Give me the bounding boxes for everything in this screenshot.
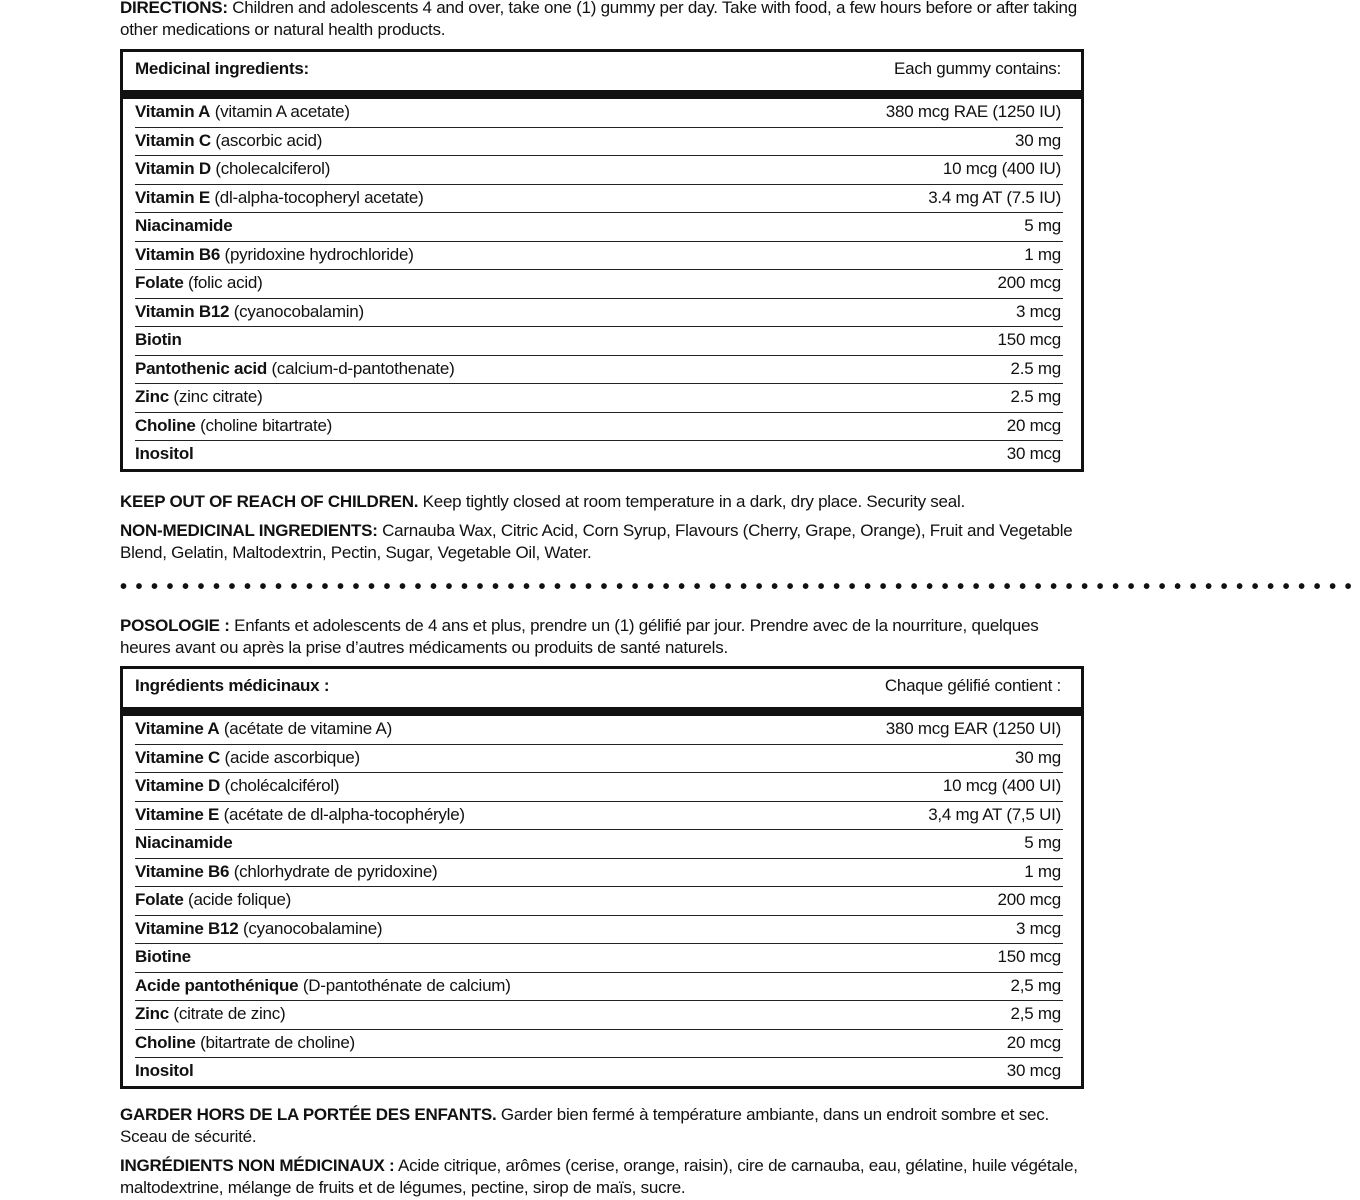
table-row	[135, 356, 1063, 385]
ingredient-amount: 10 mcg (400 IU)	[942, 159, 1061, 178]
ingredient-amount: 1 mg	[1024, 861, 1061, 881]
ingredient-name	[135, 330, 182, 350]
warning-paragraph	[120, 491, 1090, 513]
ingredient-amount: 150 mcg	[997, 330, 1061, 349]
ingredient-source: (cholécalciférol)	[220, 776, 340, 795]
ingredient-title: Biotin	[135, 330, 182, 349]
ingredient-title: Vitamin A	[135, 102, 211, 121]
ingredient-name	[135, 976, 511, 996]
ingredient-title: Vitamine B6	[135, 861, 230, 881]
table-row	[135, 1030, 1063, 1059]
table-rows-fr	[135, 716, 1063, 1086]
garder-text: Garder bien fermé à température ambiante, dans un endroit sombre et sec. Sceau de sécurité.	[120, 1105, 1049, 1146]
table-row	[135, 384, 1063, 413]
table-row	[135, 802, 1063, 831]
ingredient-source: (bitartrate de choline)	[195, 1032, 355, 1052]
ingredient-source: (dl-alpha-tocopheryl acetate)	[209, 187, 424, 207]
ingredient-source: (vitamin A acetate)	[210, 102, 350, 121]
table-row	[135, 745, 1063, 774]
table-row	[135, 1001, 1063, 1030]
table-row	[135, 327, 1063, 356]
ingredient-amount: 200 mcg	[997, 273, 1061, 292]
ingredient-name	[135, 805, 465, 825]
ingredient-name	[135, 947, 191, 967]
ingredient-amount: 380 mcg RAE (1250 IU)	[885, 102, 1061, 121]
table-row	[135, 887, 1063, 916]
ingredient-amount: 2,5 mg	[1010, 1004, 1061, 1023]
ingredient-amount: 30 mcg	[1006, 1061, 1061, 1080]
ingredient-amount: 3 mcg	[1015, 301, 1061, 321]
table-row	[135, 128, 1063, 157]
table-row	[135, 299, 1063, 328]
ingredient-title: Vitamin E	[135, 187, 210, 207]
garder-paragraph	[120, 1104, 1090, 1148]
ingredient-source: (cholecalciferol)	[210, 159, 331, 178]
ingredient-title: Vitamine E	[135, 804, 220, 824]
directions-text: Children and adolescents 4 and over, take one (1) gummy per day. Take with food, a few hours before or after taking other medications or natural health products.	[120, 0, 1077, 39]
ingredient-name	[135, 159, 330, 179]
table-row	[135, 99, 1063, 128]
ingredient-source: (ascorbic acid)	[210, 130, 323, 150]
ingredient-name	[135, 833, 232, 853]
ingredient-source: (zinc citrate)	[168, 387, 263, 406]
ingredient-title: Niacinamide	[135, 833, 233, 852]
ingredient-title: Vitamin B12	[135, 301, 230, 321]
ingredient-name	[135, 273, 263, 293]
ingredient-amount: 30 mg	[1015, 747, 1061, 767]
table-row	[135, 773, 1063, 802]
ingredient-name	[135, 919, 382, 939]
ingredient-title: Vitamine B12	[135, 918, 239, 938]
table-row	[135, 413, 1063, 442]
ingredient-title: Choline	[135, 415, 196, 435]
ingredient-amount: 3,4 mg AT (7,5 UI)	[928, 804, 1061, 824]
table-row	[135, 441, 1063, 469]
warning-text: Keep tightly closed at room temperature in a dark, dry place. Security seal.	[418, 492, 965, 511]
ingredient-amount: 10 mcg (400 UI)	[942, 776, 1061, 795]
ingredient-title: Inositol	[135, 444, 194, 463]
ingredient-amount: 30 mg	[1015, 130, 1061, 150]
table-header-left-fr: Ingrédients médicinaux :	[135, 676, 330, 695]
ingredient-title: Vitamin D	[135, 159, 211, 178]
ingredient-name	[135, 1004, 285, 1024]
table-row	[135, 156, 1063, 185]
table-header-right-fr: Chaque gélifié contient :	[884, 676, 1061, 695]
table-header	[123, 52, 1081, 99]
dotted-separator: ••••••••••••••••••••••••••••••••••••••••••••••••••••••••••••••••••••••••••••••••	[120, 576, 1360, 598]
ingredient-source: (calcium-d-pantothenate)	[267, 358, 455, 378]
ingredient-amount: 380 mcg EAR (1250 UI)	[885, 719, 1061, 738]
ingredient-name	[135, 776, 339, 796]
table-row	[135, 973, 1063, 1002]
ingredient-source: (citrate de zinc)	[168, 1004, 286, 1023]
ingredient-name	[135, 748, 360, 768]
ingredient-name	[135, 387, 263, 407]
ingredient-source: (cyanocobalamine)	[238, 918, 383, 938]
ingredient-amount: 150 mcg	[997, 947, 1061, 966]
table-header-left: Medicinal ingredients:	[135, 59, 309, 78]
ingredient-source: (acétate de dl-alpha-tocophéryle)	[219, 804, 465, 824]
ingredient-amount: 30 mcg	[1006, 444, 1061, 463]
ingredient-name	[135, 245, 414, 265]
ingredient-source: (chlorhydrate de pyridoxine)	[229, 861, 438, 881]
posologie-text: Enfants et adolescents de 4 ans et plus, prendre un (1) gélifié par jour. Prendre avec de la nourriture, quelques heures avant ou après la prise d’autres médicaments ou produits de santé naturels.	[120, 616, 1039, 657]
medicinal-ingredients-table	[120, 49, 1084, 472]
ingredient-source: (D-pantothénate de calcium)	[298, 975, 511, 995]
table-row	[135, 716, 1063, 745]
ingredient-title: Vitamine C	[135, 747, 221, 767]
ingredient-source: (acétate de vitamine A)	[219, 719, 393, 738]
ingredient-source: (acide ascorbique)	[220, 747, 360, 767]
ingredient-name	[135, 890, 291, 910]
ingredient-amount: 2.5 mg	[1010, 358, 1061, 378]
ingredient-amount: 20 mcg	[1006, 1032, 1061, 1052]
ingredient-amount: 2.5 mg	[1010, 387, 1061, 406]
non-medicinal-paragraph	[120, 520, 1090, 564]
non-medicinaux-label: INGRÉDIENTS NON MÉDICINAUX :	[120, 1156, 395, 1175]
non-medicinaux-text: Acide citrique, arômes (cerise, orange, raisin), cire de carnauba, eau, gélatine, huile végétale, maltodextrine, mélange de fruits et de légumes, pectine, sirop de maïs, sucre.	[120, 1156, 1078, 1197]
table-row	[135, 859, 1063, 888]
ingredient-amount: 20 mcg	[1006, 415, 1061, 435]
directions-paragraph	[120, 0, 1090, 41]
ingredient-amount: 3 mcg	[1015, 918, 1061, 938]
table-row	[135, 242, 1063, 271]
non-medicinal-text: Carnauba Wax, Citric Acid, Corn Syrup, Flavours (Cherry, Grape, Orange), Fruit and Vegetable Blend, Gelatin, Maltodextrin, Pectin, Sugar, Vegetable Oil, Water.	[120, 521, 1073, 562]
warning-label: KEEP OUT OF REACH OF CHILDREN.	[120, 492, 419, 511]
directions-label: DIRECTIONS:	[120, 0, 228, 17]
ingredient-title: Zinc	[135, 1004, 169, 1023]
ingredient-title: Acide pantothénique	[135, 975, 299, 995]
ingredient-name	[135, 302, 364, 322]
ingredient-amount: 2,5 mg	[1010, 975, 1061, 995]
ingredient-title: Inositol	[135, 1061, 194, 1080]
table-row	[135, 213, 1063, 242]
posologie-paragraph	[120, 615, 1090, 659]
ingredient-source: (cyanocobalamin)	[229, 301, 364, 321]
ingredient-title: Niacinamide	[135, 216, 233, 235]
ingredient-source: (acide folique)	[183, 890, 292, 909]
table-row	[135, 944, 1063, 973]
ingredient-amount: 1 mg	[1024, 244, 1061, 264]
ingredient-title: Vitamine A	[135, 719, 220, 738]
ingredient-title: Zinc	[135, 387, 169, 406]
ingredients-medicinaux-table	[120, 666, 1084, 1089]
ingredient-title: Vitamine D	[135, 776, 221, 795]
non-medicinaux-paragraph	[120, 1155, 1090, 1199]
table-row	[135, 830, 1063, 859]
garder-label: GARDER HORS DE LA PORTÉE DES ENFANTS.	[120, 1105, 497, 1124]
ingredient-title: Pantothenic acid	[135, 358, 268, 378]
table-row	[135, 1058, 1063, 1086]
ingredient-title: Vitamin C	[135, 130, 211, 150]
posologie-label: POSOLOGIE :	[120, 616, 230, 635]
ingredient-name	[135, 416, 332, 436]
ingredient-name	[135, 1033, 355, 1053]
non-medicinal-label: NON-MEDICINAL INGREDIENTS:	[120, 521, 378, 540]
table-row	[135, 185, 1063, 214]
ingredient-name	[135, 131, 322, 151]
table-header-fr	[123, 669, 1081, 716]
ingredient-title: Folate	[135, 890, 184, 909]
ingredient-source: (choline bitartrate)	[195, 415, 333, 435]
ingredient-title: Vitamin B6	[135, 244, 221, 264]
ingredient-title: Choline	[135, 1032, 196, 1052]
table-row	[135, 270, 1063, 299]
ingredient-source: (folic acid)	[183, 273, 263, 292]
table-rows	[135, 99, 1063, 469]
ingredient-amount: 200 mcg	[997, 890, 1061, 909]
ingredient-name	[135, 1061, 193, 1081]
table-row	[135, 916, 1063, 945]
ingredient-amount: 5 mg	[1024, 216, 1061, 235]
ingredient-title: Folate	[135, 273, 184, 292]
ingredient-name	[135, 216, 232, 236]
ingredient-name	[135, 188, 424, 208]
ingredient-amount: 5 mg	[1024, 833, 1061, 852]
ingredient-name	[135, 444, 193, 464]
ingredient-name	[135, 102, 350, 122]
table-header-right: Each gummy contains:	[894, 59, 1061, 78]
ingredient-name	[135, 359, 455, 379]
ingredient-name	[135, 719, 392, 739]
ingredient-title: Biotine	[135, 947, 191, 966]
ingredient-source: (pyridoxine hydrochloride)	[220, 244, 414, 264]
ingredient-name	[135, 862, 437, 882]
ingredient-amount: 3.4 mg AT (7.5 IU)	[928, 187, 1061, 207]
